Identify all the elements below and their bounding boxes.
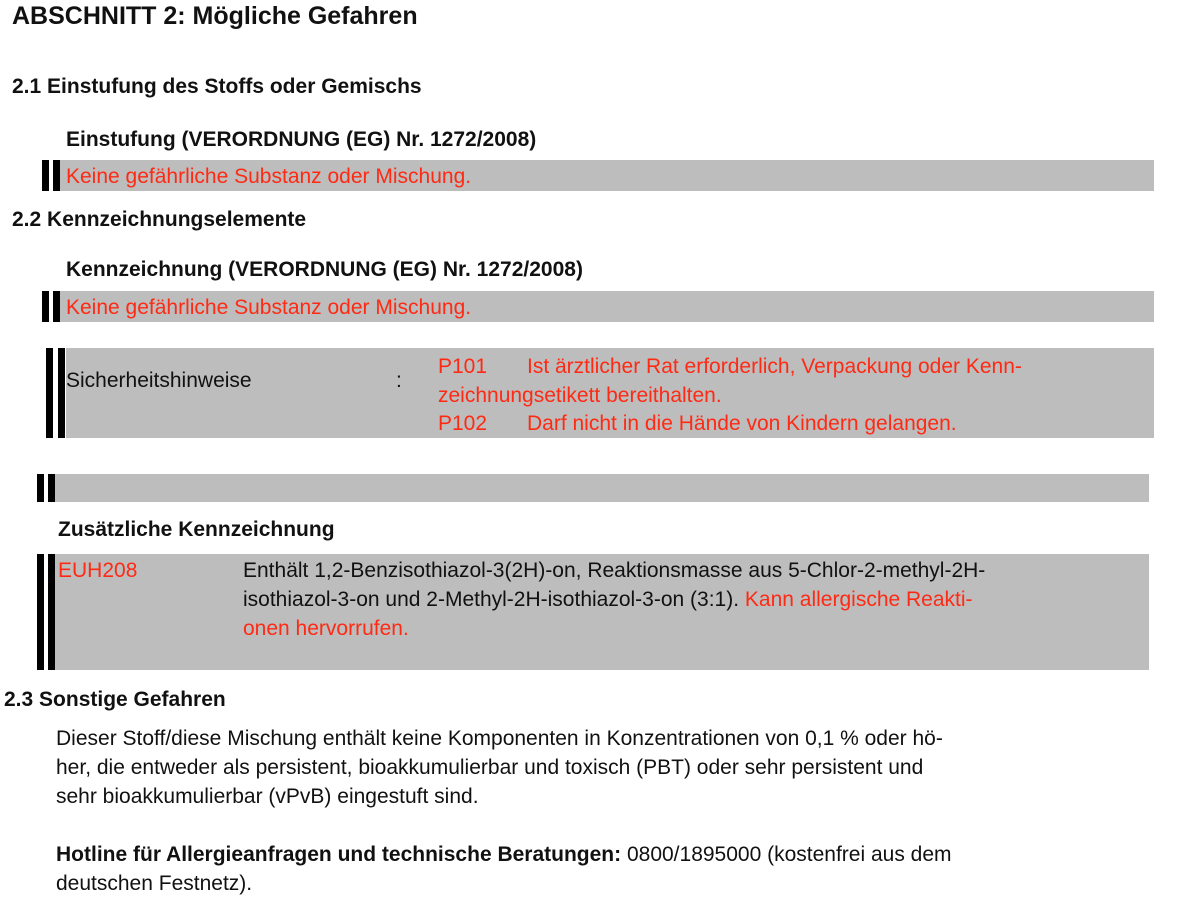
- euh208-code: EUH208: [58, 559, 138, 582]
- section-2-1-title: 2.1 Einstufung des Stoffs oder Gemischs: [12, 75, 422, 98]
- change-bar: [48, 474, 55, 502]
- change-bar: [42, 160, 49, 191]
- p101-line-2: zeichnungsetikett bereithalten.: [438, 384, 722, 407]
- p101-line-1: Ist ärztlicher Rat erforderlich, Verpackung oder Kenn-: [527, 355, 1022, 378]
- section-2-2-title: 2.2 Kennzeichnungselemente: [12, 208, 307, 231]
- euh208-line-2: [243, 585, 973, 614]
- other-hazards-line-3: sehr bioakkumulierbar (vPvB) eingestuft sind.: [56, 785, 479, 808]
- labelling-subtitle: Kennzeichnung (VERORDNUNG (EG) Nr. 1272/2008): [66, 258, 583, 281]
- p102-code: P102: [438, 412, 488, 435]
- other-hazards-line-1: Dieser Stoff/diese Mischung enthält keine Komponenten in Konzentrationen von 0,1 % oder hö-: [56, 727, 943, 750]
- change-bar: [46, 348, 53, 438]
- additional-labelling-title: Zusätzliche Kennzeichnung: [58, 518, 335, 541]
- classification-text: Keine gefährliche Substanz oder Mischung.: [66, 165, 472, 188]
- change-bar: [58, 348, 65, 438]
- euh208-line-1: Enthält 1,2-Benzisothiazol-3(2H)-on, Reaktionsmasse aus 5-Chlor-2-methyl-2H-: [243, 559, 986, 582]
- section-title: ABSCHNITT 2: Mögliche Gefahren: [12, 2, 418, 30]
- other-hazards-line-2: her, die entweder als persistent, bioakkumulierbar und toxisch (PBT) oder sehr persistent und: [56, 756, 924, 779]
- safety-colon: :: [396, 369, 402, 392]
- hotline-line-2: deutschen Festnetz).: [56, 872, 253, 895]
- section-2-3-title: 2.3 Sonstige Gefahren: [4, 688, 226, 711]
- hotline-line-1: [56, 840, 952, 869]
- change-bar: [53, 291, 60, 322]
- safety-label: Sicherheitshinweise: [66, 369, 252, 392]
- hotline-number: 0800/1895000 (kostenfrei aus dem: [621, 843, 952, 866]
- empty-highlight-row: [55, 474, 1149, 502]
- change-bar: [48, 554, 55, 670]
- euh208-line-3: onen hervorrufen.: [243, 617, 409, 640]
- p101-code: P101: [438, 355, 488, 378]
- hotline-label: Hotline für Allergieanfragen und technische Beratungen:: [56, 843, 622, 866]
- labelling-text: Keine gefährliche Substanz oder Mischung.: [66, 296, 472, 319]
- change-bar: [37, 474, 44, 502]
- change-bar: [37, 554, 44, 670]
- change-bar: [53, 160, 60, 191]
- classification-subtitle: Einstufung (VERORDNUNG (EG) Nr. 1272/2008): [66, 128, 537, 151]
- change-bar: [42, 291, 49, 322]
- euh208-line-2-red: Kann allergische Reakti-: [744, 588, 973, 611]
- p102-line-1: Darf nicht in die Hände von Kindern gelangen.: [527, 412, 957, 435]
- euh208-line-2-black: isothiazol-3-on und 2-Methyl-2H-isothiazol-3-on (3:1).: [243, 588, 740, 611]
